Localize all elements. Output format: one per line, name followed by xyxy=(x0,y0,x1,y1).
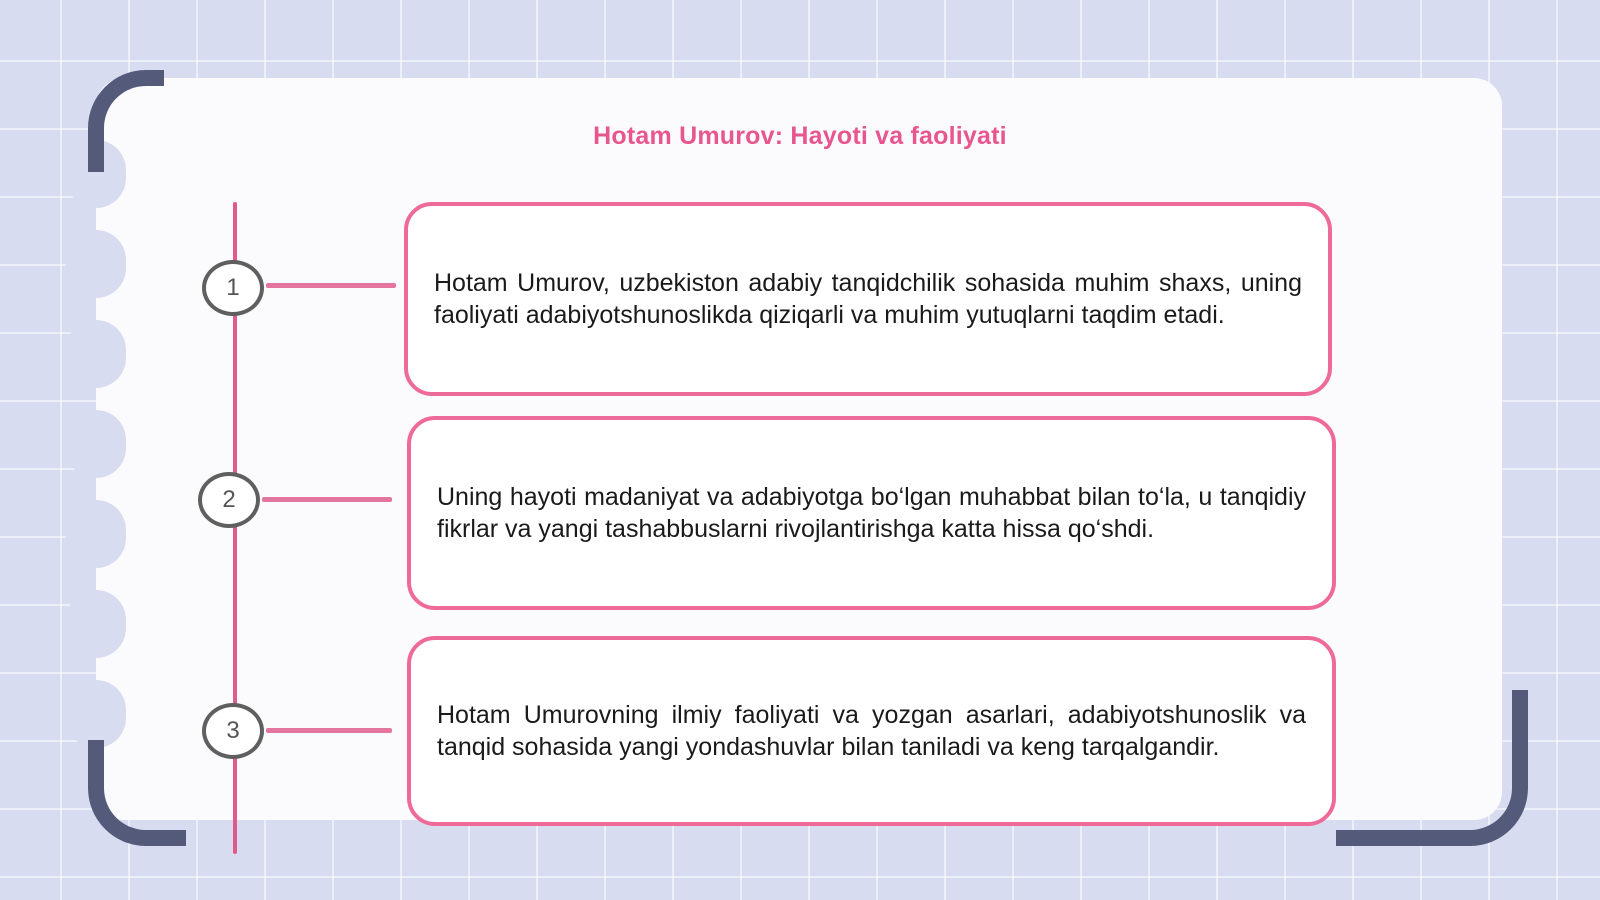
corner-bracket-top-left xyxy=(88,70,164,172)
step-number-circle: 1 xyxy=(202,260,264,316)
card-edge-notch xyxy=(66,320,126,388)
timeline-connector xyxy=(266,283,396,288)
corner-bracket-bottom-right xyxy=(1336,690,1528,846)
corner-bracket-bottom-left xyxy=(88,740,186,846)
timeline-item-box xyxy=(407,636,1336,826)
card-edge-notch xyxy=(66,500,126,568)
timeline-item-text: Hotam Umurov, uzbekiston adabiy tanqidchilik sohasida muhim shaxs, uning faoliyati adabiyotshunoslikda qiziqarli va muhim yutuqlarni taqdim etadi. xyxy=(434,269,1302,329)
timeline-item-text: Hotam Umurovning ilmiy faoliyati va yozgan asarlari, adabiyotshunoslik va tanqid sohasida yangi yondashuvlar bilan taniladi va keng tarqalgandir. xyxy=(437,701,1306,761)
timeline-connector xyxy=(266,728,392,733)
step-number-circle: 2 xyxy=(198,472,260,528)
card-edge-notch xyxy=(66,410,126,478)
slide-title: Hotam Umurov: Hayoti va faoliyati xyxy=(593,122,1007,150)
card-edge-notch xyxy=(66,230,126,298)
card-edge-notch xyxy=(66,680,126,748)
timeline-item-box xyxy=(407,416,1336,610)
timeline-item-text: Uning hayoti madaniyat va adabiyotga bo‘lgan muhabbat bilan to‘la, u tanqidiy fikrlar va yangi tashabbuslarni rivojlantirishga katta hissa qo‘shdi. xyxy=(437,483,1306,543)
card-edge-notch xyxy=(66,590,126,658)
step-number-circle: 3 xyxy=(202,703,264,759)
timeline-item-box xyxy=(404,202,1332,396)
timeline-connector xyxy=(262,497,392,502)
